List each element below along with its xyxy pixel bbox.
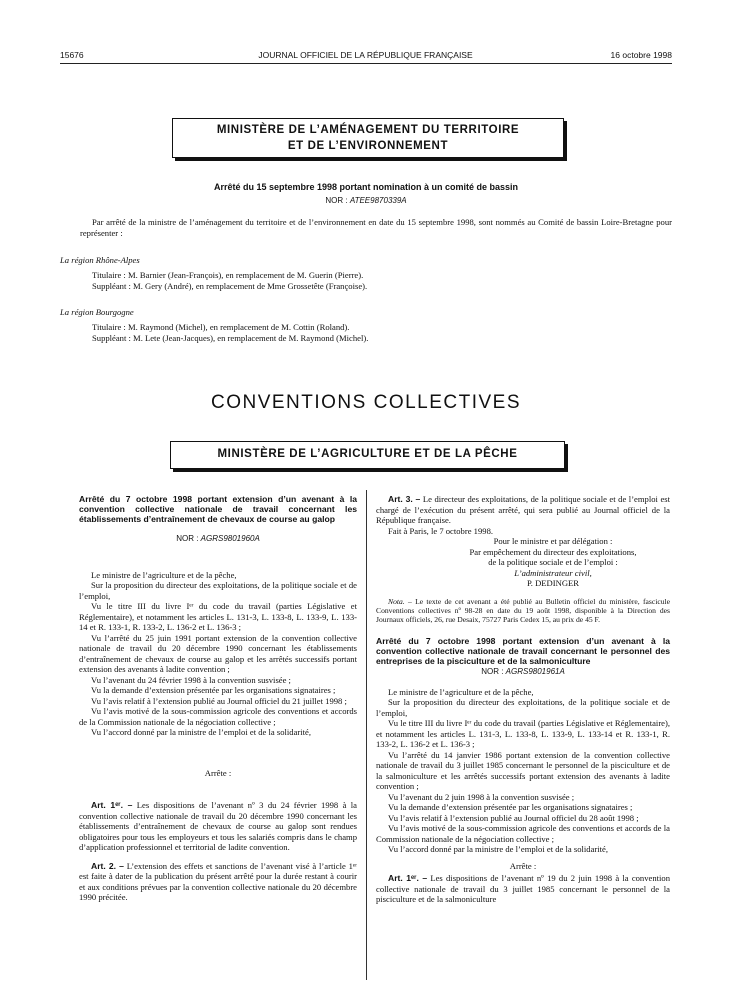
right-para-7: Vu l’avis motivé de la sous-commission agricole des conventions et accords de la Commission nationale de la négociation collective ;	[376, 823, 670, 844]
region2-titulaire: Titulaire : M. Raymond (Michel), en remplacement de M. Cottin (Roland).	[92, 322, 350, 332]
arrete-bassin-intro: Par arrêté de la ministre de l’aménagement du territoire et de l’environnement en date du 15 septembre 1998, sont nommés au Comité de bassin Loire-Bretagne pour représenter :	[80, 217, 672, 238]
journal-title: JOURNAL OFFICIEL DE LA RÉPUBLIQUE FRANÇAISE	[258, 50, 473, 60]
nota	[376, 597, 670, 625]
right-article-3	[376, 494, 670, 526]
art3-label: Art. 3. –	[388, 494, 421, 504]
art1-text: Les dispositions de l’avenant nº 3 du 24 février 1998 à la convention collective nationale de travail du 20 décembre 1990 concernant les établissements d’entraînement de chevaux de course au galop sont rendues obligatoires pour tous les employeurs et tous les salariés compris dans le champ d’application professionnel et territorial de ladite convention.	[79, 800, 357, 852]
right-arrete: Arrête :	[509, 860, 537, 871]
section-title: CONVENTIONS COLLECTIVES	[210, 392, 522, 413]
right-para-0: Le ministre de l’agriculture et de la pêche,	[388, 686, 534, 697]
signature-block	[376, 536, 670, 589]
right-column	[376, 494, 670, 905]
ministry-environment-line2: ET DE L’ENVIRONNEMENT	[287, 140, 449, 152]
ministry-environment-line1: MINISTÈRE DE L’AMÉNAGEMENT DU TERRITOIRE	[216, 124, 520, 136]
sig-line-5: P. DEDINGER	[526, 578, 580, 588]
right-nor	[376, 667, 670, 678]
page-number: 15676	[60, 50, 84, 60]
column-divider	[366, 490, 367, 980]
nor-label: NOR :	[325, 196, 348, 205]
ministry-agriculture-box	[170, 441, 565, 469]
header-rule	[60, 63, 672, 64]
nor-label: NOR :	[481, 667, 504, 677]
arrete-bassin-nor	[60, 196, 672, 205]
right-art1-label: Art. 1ᵉʳ. –	[388, 873, 428, 884]
nota-label: Nota. –	[388, 596, 412, 606]
art1-label: Art. 1ᵉʳ. –	[91, 800, 133, 810]
region-bourgogne: La région Bourgogne	[60, 307, 134, 317]
sig-line-1: Pour le ministre et par délégation :	[493, 536, 613, 546]
ministry-agriculture-label: MINISTÈRE DE L’AGRICULTURE ET DE LA PÊCHE	[217, 448, 518, 460]
left-article-1	[79, 800, 357, 853]
nota-text: Le texte de cet avenant a été publié au Bulletin officiel du ministère, fascicule Conventions collectives nº 98-28 en date du 19 août 1998, disponible à la Direction des Journaux officiels, 26, rue Desaix, 75727 Paris Cedex 15, au prix de 45 F.	[376, 596, 670, 624]
left-para-1: Sur la proposition du directeur des exploitations, de la politique sociale et de l’emploi,	[79, 580, 357, 601]
left-para-6: Vu l’avis relatif à l’extension publié au Journal officiel du 21 juillet 1998 ;	[91, 695, 347, 706]
art2-text: L’extension des effets et sanctions de l’avenant visé à l’article 1ᵉʳ est faite à dater de la publication du présent arrêté pour la durée restant à courir et aux conditions prévues par la convention collective nationale du 20 décembre 1990 précitée.	[79, 860, 357, 902]
left-para-8: Vu l’accord donné par la ministre de l’emploi et de la solidarité,	[91, 727, 311, 737]
region2-suppleant: Suppléant : M. Lete (Jean-Jacques), en remplacement de M. Raymond (Michel).	[92, 333, 369, 343]
nor-code: AGRS9801960A	[200, 534, 260, 543]
left-para-2: Vu le titre III du livre Iᵉʳ du code du travail (parties Législative et Réglementaire), et notamment les articles L. 131-3, L. 133-8, L. 133-9, L. 133-14 et R. 133-1, R. 133-2, L. 136-2 et L. 136-3 ;	[79, 601, 357, 632]
nor-code: AGRS9801961A	[505, 667, 565, 677]
left-nor	[79, 534, 357, 545]
sig-line-2: Par empêchement du directeur des exploitations,	[469, 546, 637, 557]
right-para-5: Vu la demande d’extension présentée par les organisations signataires ;	[388, 802, 633, 813]
left-para-4: Vu l’avenant du 24 février 1998 à la convention susvisée ;	[91, 674, 291, 685]
right-para-3: Vu l’arrêté du 14 janvier 1986 portant extension de la convention collective nationale de travail du 3 juillet 1985 concernant le personnel de la pisciculture et de la salmoniculture et les arrêtés successifs portant extension des avenants à ladite convention ;	[376, 749, 670, 792]
region1-titulaire: Titulaire : M. Barnier (Jean-François), en remplacement de M. Guerin (Pierre).	[92, 270, 364, 280]
arrete-bassin-title: Arrêté du 15 septembre 1998 portant nomination à un comité de bassin	[213, 182, 519, 192]
left-article-2	[79, 861, 357, 903]
right-para-2: Vu le titre III du livre Iᵉʳ du code du travail (parties Législative et Réglementaire), et notamment les articles L. 131-3, L. 133-8, L. 133-9, L. 133-14 et R. 133-1, R. 133-2, L. 136-2 et L. 136-3 ;	[376, 718, 670, 750]
right-para-8: Vu l’accord donné par la ministre de l’emploi et de la solidarité,	[388, 844, 608, 855]
left-para-3: Vu l’arrêté du 25 juin 1991 portant extension de la convention collective nationale de travail du 20 décembre 1990 concernant les établissements d’entraînement de chevaux de course au galop et les arrêtés successifs portant extension des avenants à ladite convention ;	[79, 632, 357, 674]
left-column	[79, 494, 357, 903]
left-para-5: Vu la demande d’extension présentée par les organisations signataires ;	[91, 685, 336, 695]
left-para-7: Vu l’avis motivé de la sous-commission agricole des conventions et accords de la Commission nationale de la négociation collective ;	[79, 706, 357, 727]
region1-suppleant: Suppléant : M. Gery (André), en remplacement de Mme Grossetête (Françoise).	[92, 281, 368, 291]
right-para-1: Sur la proposition du directeur des exploitations, de la politique sociale et de l’emploi,	[376, 697, 670, 718]
right-para-6: Vu l’avis relatif à l’extension publié au Journal officiel du 28 août 1998 ;	[388, 812, 639, 823]
left-arrete-title: Arrêté du 7 octobre 1998 portant extension d’un avenant à la convention collective nationale de travail concernant les établissements d’entraînement de chevaux de course au galop	[79, 494, 357, 524]
sig-line-3: de la politique sociale et de l’emploi :	[488, 557, 618, 567]
nor-code: ATEE9870339A	[349, 196, 407, 205]
right-para-4: Vu l’avenant du 2 juin 1998 à la convention susvisée ;	[388, 791, 575, 802]
left-para-0: Le ministre de l’agriculture et de la pêche,	[91, 569, 237, 580]
nor-label: NOR :	[176, 534, 199, 543]
ministry-environment-box	[172, 118, 564, 158]
fait-a-paris: Fait à Paris, le 7 octobre 1998.	[388, 525, 494, 536]
art2-label: Art. 2. –	[91, 860, 124, 871]
region-rhone-alpes: La région Rhône-Alpes	[60, 255, 140, 265]
right-art1-text: Les dispositions de l’avenant nº 19 du 2 juin 1998 à la convention collective nationale de travail du 3 juillet 1985 concernant le personnel de la pisciculture et de la salmoniculture	[376, 873, 671, 905]
sig-line-4: L’administrateur civil,	[514, 567, 592, 578]
right-arrete-title: Arrêté du 7 octobre 1998 portant extension d’un avenant à la convention collective nationale de travail concernant le personnel des entreprises de la pisciculture et de la salmoniculture	[376, 636, 670, 667]
right-article-1	[376, 873, 670, 905]
issue-date: 16 octobre 1998	[610, 50, 672, 60]
art3-text: Le directeur des exploitations, de la politique sociale et de l’emploi est chargé de l’exécution du présent arrêté, qui sera publié au Journal officiel de la République française.	[376, 494, 670, 525]
left-arrete: Arrête :	[204, 767, 232, 778]
